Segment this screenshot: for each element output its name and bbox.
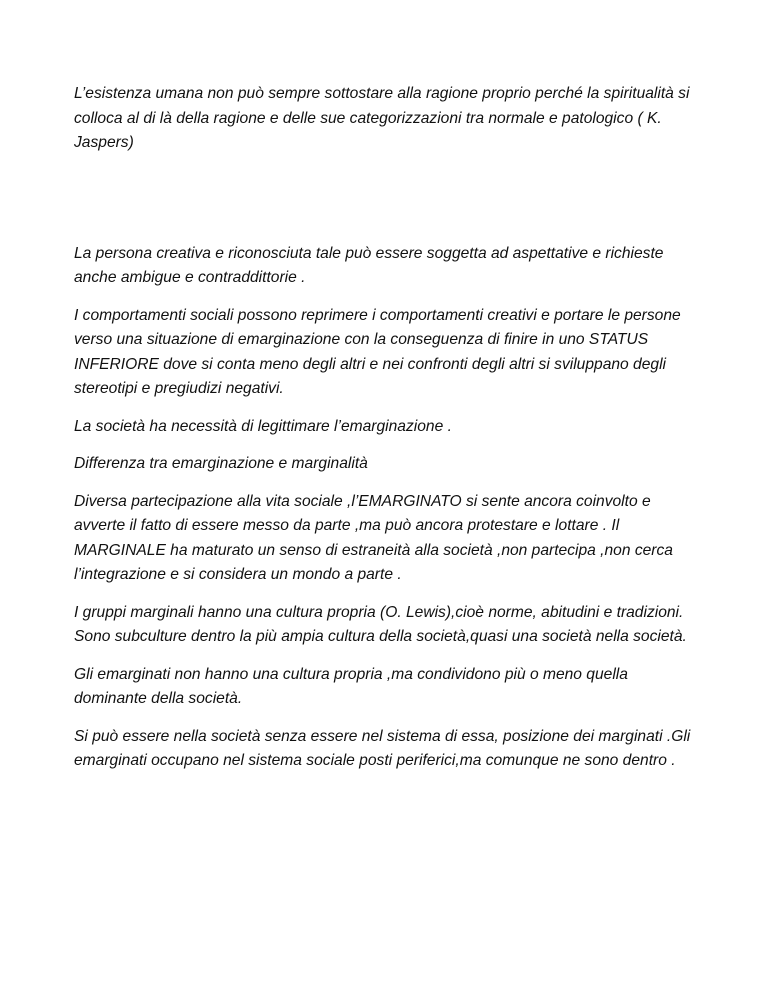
- paragraph-difference-heading: Differenza tra emarginazione e marginalità: [74, 455, 368, 472]
- paragraph-emarginated-culture: Gli emarginati non hanno una cultura propria ,ma condividono più o meno quella dominante della società.: [74, 665, 628, 707]
- paragraph-creative-person: La persona creativa e riconosciuta tale può essere soggetta ad aspettative e richieste anche ambigue e contraddittorie .: [74, 244, 664, 286]
- paragraph-jaspers-quote: L’esistenza umana non può sempre sottostare alla ragione proprio perché la spiritualità si colloca al di là della ragione e delle sue categorizzazioni tra normale e patologico ( K. Jaspers): [74, 85, 690, 151]
- paragraph-legitimize-marginalization: La società ha necessità di legittimare l’emarginazione .: [74, 417, 452, 435]
- paragraph-system-position: Si può essere nella società senza essere nel sistema di essa, posizione dei marginati .Gli emarginati occupano nel sistema sociale posti periferici,ma comunque ne sono dentro .: [74, 727, 691, 769]
- paragraph-social-behaviors: I comportamenti sociali possono reprimere i comportamenti creativi e portare le persone verso una situazione di emarginazione con la conseguenza di finire in uno STATUS INFERIORE dove si conta meno degli altri e nei confronti degli altri si sviluppano degli stereotipi e pregiudizi negativi.: [74, 306, 681, 397]
- document-page: [74, 82, 700, 787]
- paragraph-marginal-groups: I gruppi marginali hanno una cultura propria (O. Lewis),cioè norme, abitudini e tradizioni. Sono subculture dentro la più ampia cultura della società,quasi una società nella società.: [74, 603, 687, 645]
- paragraph-participation: Diversa partecipazione alla vita sociale ,l’EMARGINATO si sente ancora coinvolto e avverte il fatto di essere messo da parte ,ma può ancora protestare e lottare . Il MARGINALE ha maturato un senso di estraneità alla società ,non partecipa ,non cerca l’integrazione e si considera un mondo a parte .: [74, 492, 673, 583]
